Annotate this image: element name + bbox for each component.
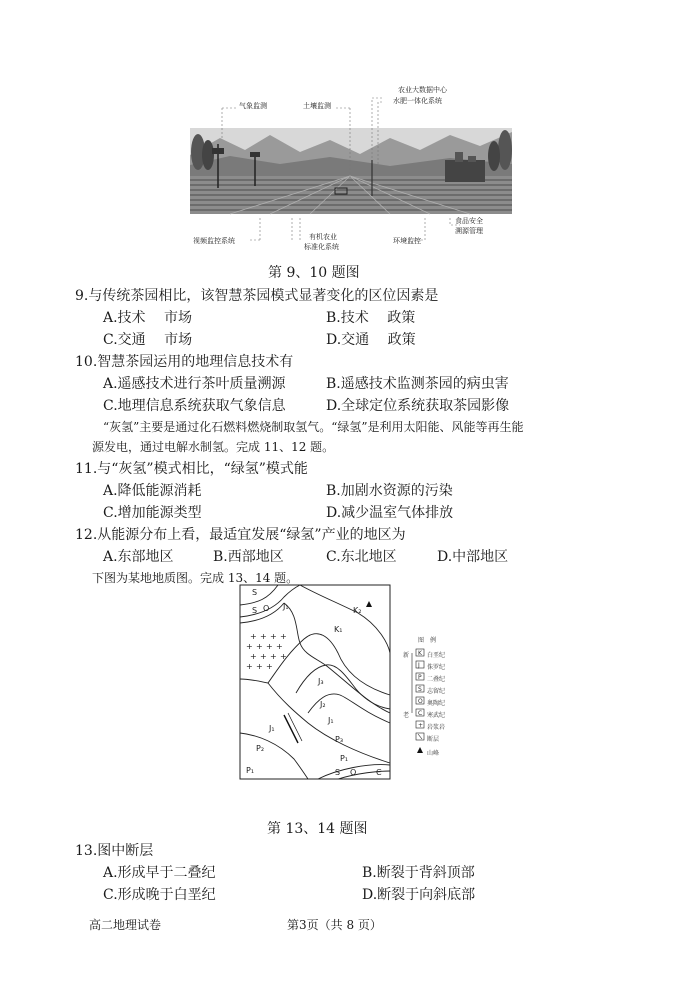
label-food-2: 溯源管理 [455, 227, 483, 235]
label-organic-2: 标准化系统 [304, 243, 339, 251]
q9-option-d: D.交通 政策 [326, 332, 416, 348]
q13-option-b: B.断裂于背斜顶部 [362, 865, 475, 881]
intro-13-14: 下图为某地地质图。完成 13、14 题。 [92, 571, 299, 585]
label-video: 视频监控系统 [193, 237, 235, 245]
q11-option-c: C.增加能源类型 [103, 505, 202, 521]
svg-text:+: + [256, 662, 263, 671]
svg-text:+: + [280, 632, 287, 641]
legend-symbol-s: S [418, 686, 422, 693]
q13-stem: 13.图中断层 [75, 843, 154, 859]
intro-11-12-line2: 源发电，通过电解水制氢。完成 11、12 题。 [92, 440, 335, 454]
svg-text:+: + [246, 662, 253, 671]
map-label-s: S [252, 588, 258, 597]
svg-text:+: + [260, 632, 267, 641]
label-weather: 气象监测 [239, 102, 267, 110]
map-label-j2: J₂ [320, 700, 326, 709]
svg-text:+: + [260, 652, 267, 661]
legend-item-jurassic: 侏罗纪 [427, 664, 446, 671]
legend-item-magma: 岩浆岩 [427, 724, 446, 731]
legend-item-cretaceous: 白垩纪 [427, 652, 446, 659]
map-label-p3: P₃ [335, 735, 344, 744]
q9-option-a: A.技术 市场 [103, 310, 193, 326]
legend-old: 老 [403, 712, 410, 719]
legend-item-cambrian: 寒武纪 [427, 712, 446, 719]
q12-option-d: D.中部地区 [437, 549, 509, 565]
svg-text:+: + [246, 642, 253, 651]
map-label-o: O [263, 604, 270, 613]
q10-option-d: D.全球定位系统获取茶园影像 [326, 398, 510, 414]
footer-page-number: 第3页（共 8 页） [287, 918, 382, 932]
q10-option-b: B.遥感技术监测茶园的病虫害 [326, 376, 509, 392]
q10-option-c: C.地理信息系统获取气象信息 [103, 398, 286, 414]
map-label-o-bottom: O [350, 768, 357, 777]
q11-stem: 11.与“灰氢”模式相比，“绿氢”模式能 [75, 461, 308, 477]
svg-text:+: + [280, 652, 287, 661]
map-label-j1-mid: J₁ [328, 716, 334, 725]
legend-item-ordovician: 奥陶纪 [427, 700, 446, 707]
legend-item-silurian: 志留纪 [427, 688, 446, 695]
legend-item-peak: 山峰 [427, 750, 440, 757]
map-label-k2: K₂ [353, 606, 362, 615]
svg-text:+: + [266, 642, 273, 651]
svg-text:+: + [250, 652, 257, 661]
map-label-p1-right: P₁ [340, 754, 349, 763]
svg-text:+: + [270, 632, 277, 641]
legend-symbol-magma: + [418, 722, 424, 729]
q11-option-d: D.减少温室气体排放 [326, 505, 454, 521]
label-organic-1: 有机农业 [309, 233, 337, 241]
svg-text:+: + [276, 642, 283, 651]
q9-option-b: B.技术 政策 [326, 310, 416, 326]
q10-stem: 10.智慧茶园运用的地理信息技术有 [75, 354, 294, 370]
label-food-1: 食品安全 [455, 217, 483, 225]
q9-stem: 9.与传统茶园相比，该智慧茶园模式显著变化的区位因素是 [75, 288, 439, 304]
legend-symbol-o: O [418, 698, 423, 705]
svg-text:+: + [256, 642, 263, 651]
legend-title: 图 例 [418, 637, 437, 644]
map-label-p2: P₂ [256, 744, 265, 753]
q13-option-c: C.形成晚于白垩纪 [103, 887, 216, 903]
legend-symbol-p: P [418, 674, 422, 681]
svg-text:+: + [266, 662, 273, 671]
q10-option-a: A.遥感技术进行茶叶质量溯源 [103, 376, 286, 392]
footer-subject: 高二地理试卷 [89, 918, 162, 932]
map-label-j1-top: J₁ [283, 602, 289, 611]
label-water: 水肥一体化系统 [393, 97, 442, 105]
q13-option-a: A.形成早于二叠纪 [103, 865, 216, 881]
label-bigdata: 农业大数据中心 [398, 86, 447, 94]
map-label-s-left: S [252, 606, 258, 615]
legend-item-fault: 断层 [427, 736, 440, 743]
svg-text:+: + [250, 632, 257, 641]
map-label-k1: K₁ [334, 625, 343, 634]
intro-11-12-line1: “灰氢”主要是通过化石燃料燃烧制取氢气。“绿氢”是利用太阳能、风能等再生能 [103, 420, 524, 434]
map-label-p1-left: P₁ [246, 766, 255, 775]
map-label-s-bottom: S [335, 768, 341, 777]
q11-option-b: B.加剧水资源的污染 [326, 483, 453, 499]
map-label-cambrian: Є [376, 768, 382, 777]
label-soil: 土壤监测 [303, 102, 331, 110]
q13-option-d: D.断裂于向斜底部 [362, 887, 476, 903]
map-label-j1-left: J₁ [269, 724, 275, 733]
q12-stem: 12.从能源分布上看，最适宜发展“绿氢”产业的地区为 [75, 527, 406, 543]
legend-item-permian: 二叠纪 [427, 676, 446, 683]
tea-garden-illustration [150, 80, 550, 260]
q12-option-c: C.东北地区 [326, 549, 397, 565]
legend-young: 新 [403, 652, 410, 659]
legend-symbol-j: J [418, 662, 420, 669]
legend-symbol-c: C [418, 710, 423, 717]
figure1-caption: 第 9、10 题图 [268, 265, 360, 281]
label-env: 环境监控 [393, 237, 421, 245]
q11-option-a: A.降低能源消耗 [103, 483, 202, 499]
svg-text:+: + [270, 652, 277, 661]
q9-option-c: C.交通 市场 [103, 332, 193, 348]
q12-option-b: B.西部地区 [213, 549, 284, 565]
map-label-j3: J₃ [318, 677, 324, 686]
q12-option-a: A.东部地区 [103, 549, 174, 565]
figure2-caption: 第 13、14 题图 [267, 821, 368, 837]
legend-symbol-k: K [418, 650, 422, 657]
